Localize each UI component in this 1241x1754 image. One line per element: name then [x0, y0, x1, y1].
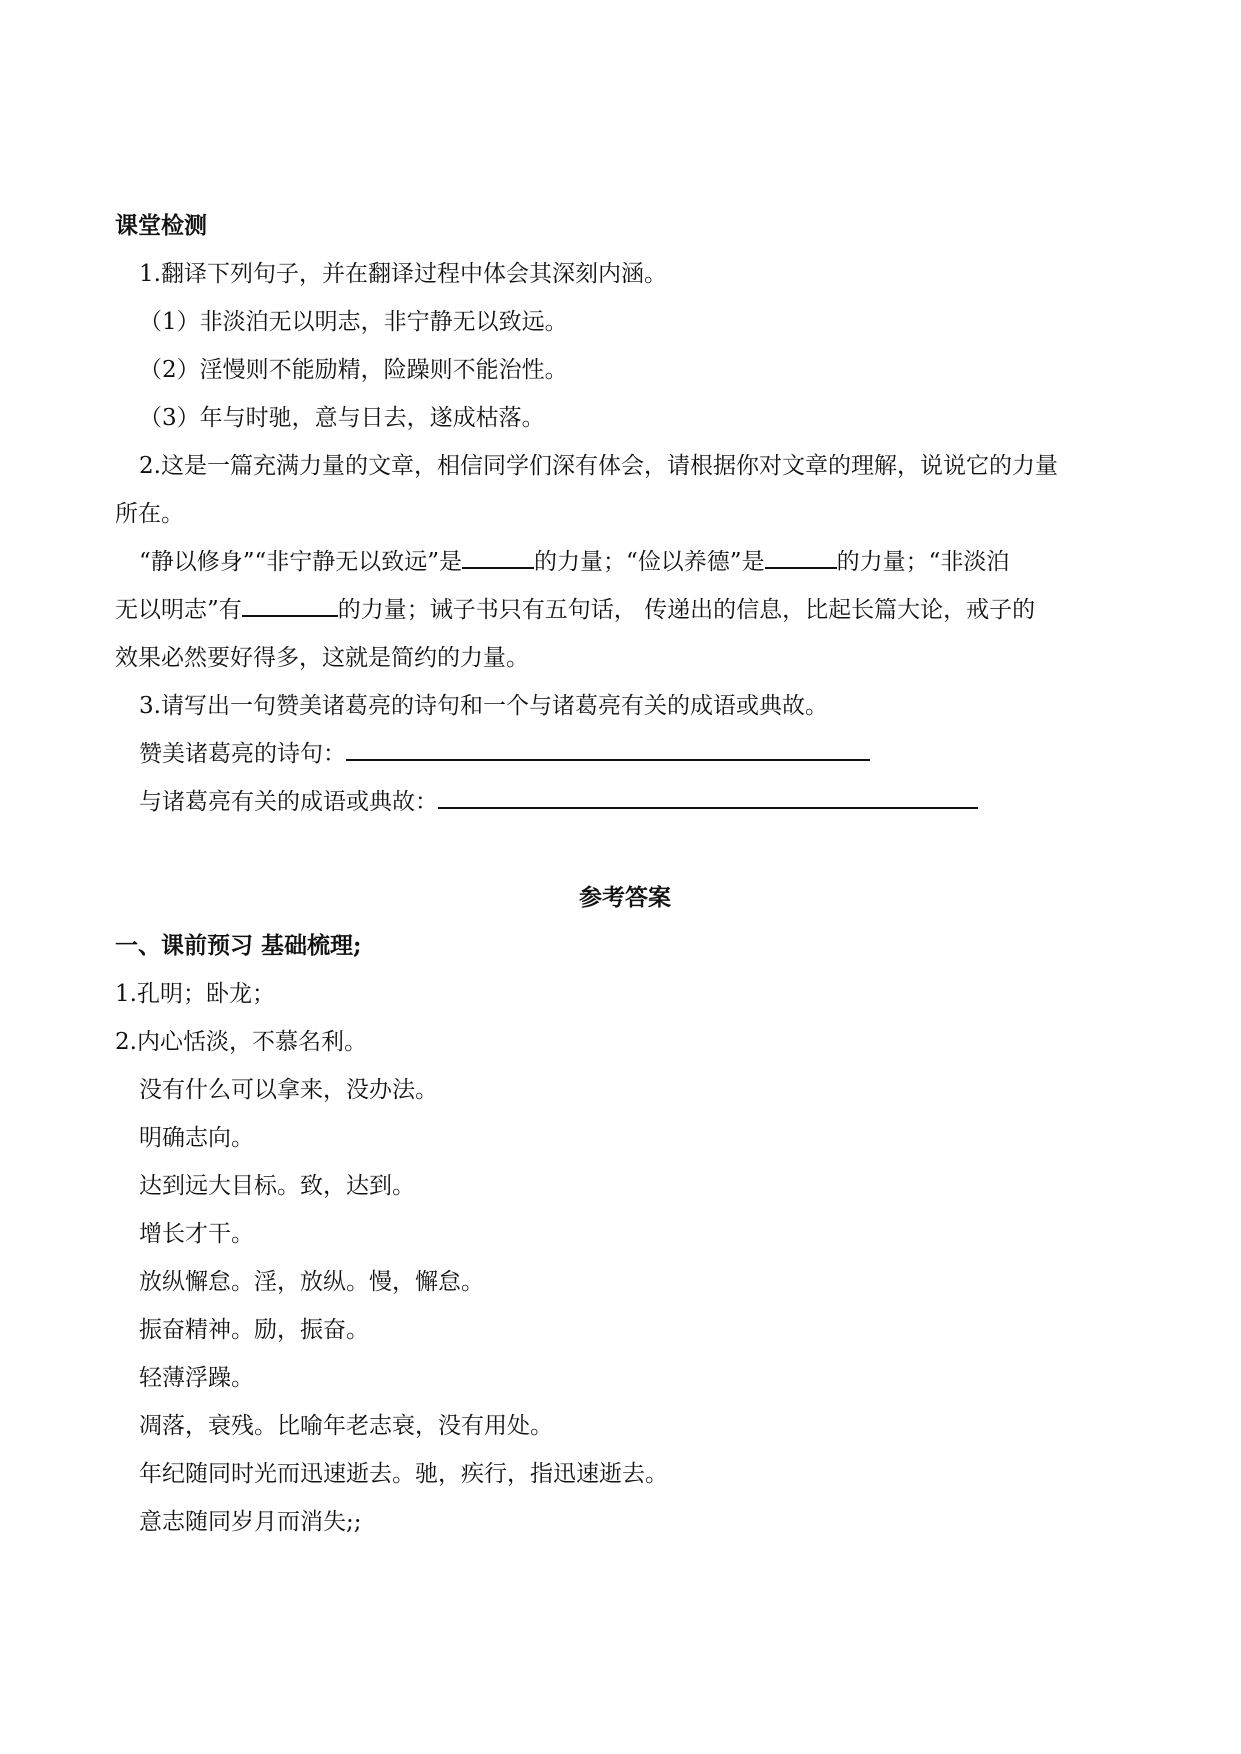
question-3-idiom	[115, 778, 1135, 826]
fill-blank-2[interactable]	[765, 547, 837, 569]
answer-item: 没有什么可以拿来，没办法。	[139, 1077, 438, 1103]
question-3: 3.请写出一句赞美诸葛亮的诗句和一个与诸葛亮有关的成语或典故。	[139, 693, 828, 719]
idiom-answer-blank[interactable]	[438, 787, 978, 809]
answer-item: 年纪随同时光而迅速逝去。驰，疾行，指迅速逝去。	[139, 1461, 668, 1487]
answer-item: 凋落，衰残。比喻年老志衰，没有用处。	[139, 1413, 553, 1439]
answer-item: 增长才干。	[139, 1221, 254, 1247]
question-2-fill-line-1	[115, 538, 1135, 586]
answer-item: 振奋精神。励，振奋。	[139, 1317, 369, 1343]
fill-blank-3[interactable]	[242, 595, 338, 617]
document-content	[115, 202, 1135, 1546]
idiom-label: 与诸葛亮有关的成语或典故：	[139, 789, 438, 815]
section-title: 课堂检测	[115, 212, 207, 239]
question-2-line-2: 所在。	[115, 501, 184, 527]
answer-item: 放纵懈怠。淫，放纵。慢，懈怠。	[139, 1269, 484, 1295]
answer-item: 达到远大目标。致，达到。	[139, 1173, 415, 1199]
question-1-item-2: （2）淫慢则不能励精，险躁则不能治性。	[139, 357, 568, 383]
fill-blank-1[interactable]	[462, 547, 534, 569]
spacer	[115, 826, 1135, 874]
question-1-item-3: （3）年与时驰，意与日去，遂成枯落。	[139, 405, 545, 431]
answers-title: 参考答案	[579, 884, 671, 911]
fill-text-d: 无以明志”有	[115, 597, 242, 623]
question-1: 1.翻译下列句子，并在翻译过程中体会其深刻内涵。	[139, 261, 667, 287]
fill-text-e: 的力量；诫子书只有五句话， 传递出的信息，比起长篇大论，戒子的	[337, 597, 1036, 623]
question-3-poem	[115, 730, 1135, 778]
answers-heading: 一、课前预习 基础梳理;	[115, 932, 362, 959]
fill-text-b: 的力量；“俭以养德”是	[534, 549, 765, 575]
question-2-fill-line-3: 效果必然要好得多，这就是简约的力量。	[115, 645, 529, 671]
fill-text-c: 的力量；“非淡泊	[836, 549, 1010, 575]
question-2-line-1: 2.这是一篇充满力量的文章，相信同学们深有体会，请根据你对文章的理解，说说它的力量	[139, 453, 1058, 479]
answer-item: 轻薄浮躁。	[139, 1365, 254, 1391]
poem-label: 赞美诸葛亮的诗句：	[139, 741, 346, 767]
answer-1: 1.孔明；卧龙；	[115, 981, 275, 1007]
answer-item: 明确志向。	[139, 1125, 254, 1151]
answer-2: 2.内心恬淡，不慕名利。	[115, 1029, 367, 1055]
question-2-fill-line-2	[115, 586, 1135, 634]
question-1-item-1: （1）非淡泊无以明志，非宁静无以致远。	[139, 309, 568, 335]
poem-answer-blank[interactable]	[346, 739, 870, 761]
fill-text-a: “静以修身”“非宁静无以致远”是	[139, 549, 463, 575]
answer-item: 意志随同岁月而消失;;	[139, 1509, 362, 1535]
